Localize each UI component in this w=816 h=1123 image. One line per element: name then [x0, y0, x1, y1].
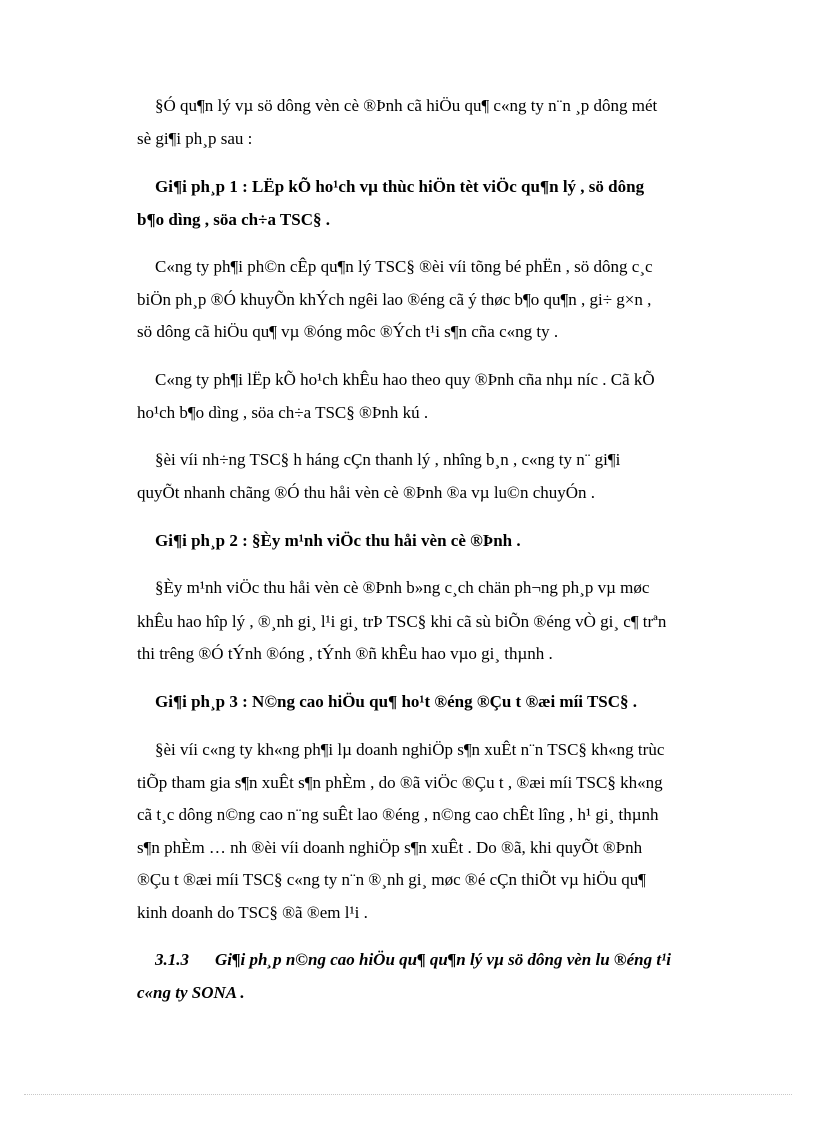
solution-1-title-line-2: b¶o dìng , söa ch÷a TSC§ .	[137, 210, 330, 229]
paragraph-9-line-4: s¶n phÈm … nh ®èi víi doanh nghiÖp s¶n xuÊt . Do ®ã, khi quyÕt ®Þnh	[137, 838, 643, 857]
paragraph-9-line-3: cã t¸c dông n©ng cao n¨ng suÊt lao ®éng , n©ng cao chÊt lîng , h¹ gi¸ thµnh	[137, 805, 659, 824]
paragraph-3-line-3: sö dông cã hiÖu qu¶ vµ ®óng môc ®Ých t¹i s¶n cña c«ng ty .	[137, 322, 559, 341]
paragraph-5-line-1: §èi víi nh÷ng TSC§ h háng cÇn thanh lý , nhîng b¸n , c«ng ty n¨ gi¶i	[155, 450, 621, 469]
paragraph-7-line-3: thi trêng ®Ó tÝnh ®óng , tÝnh ®ñ khÊu hao vµo gi¸ thµnh .	[137, 644, 553, 663]
solution-2-title: Gi¶i ph¸p 2 : §Èy m¹nh viÖc thu håi vèn cè ®Þnh .	[155, 531, 521, 550]
section-title-line-1: Gi¶i ph¸p n©ng cao hiÖu qu¶ qu¶n lý vµ sö dông vèn lu ®éng t¹i	[215, 950, 671, 969]
paragraph-3-line-2: biÖn ph¸p ®Ó khuyÕn khÝch ngêi lao ®éng cã ý thøc b¶o qu¶n , gi÷ g×n ,	[137, 290, 652, 309]
paragraph-7-line-2: khÊu hao hîp lý , ®¸nh gi¸ l¹i gi¸ trÞ TSC§ khi cã sù biÕn ®éng vÒ gi¸ c¶ trªn	[137, 612, 667, 631]
paragraph-4-line-1: C«ng ty ph¶i lËp kÕ ho¹ch khÊu hao theo quy ®Þnh cña nhµ níc . Cã kÕ	[155, 370, 655, 389]
paragraph-1-line-2: sè gi¶i ph¸p sau :	[137, 129, 253, 148]
section-number: 3.1.3	[155, 950, 189, 969]
paragraph-5-line-2: quyÕt nhanh chãng ®Ó thu håi vèn cè ®Þnh ®a vµ lu©n chuyÓn .	[137, 483, 596, 502]
solution-1-title-line-1: Gi¶i ph¸p 1 : LËp kÕ ho¹ch vµ thùc hiÖn tèt viÖc qu¶n lý , sö dông	[155, 177, 645, 196]
paragraph-7-line-1: §Èy m¹nh viÖc thu håi vèn cè ®Þnh b»ng c¸ch chän ph¬ng ph¸p vµ møc	[155, 578, 650, 597]
paragraph-9-line-6: kinh doanh do TSC§ ®ã ®em l¹i .	[137, 903, 368, 922]
paragraph-3-line-1: C«ng ty ph¶i ph©n cÊp qu¶n lý TSC§ ®èi víi tõng bé phËn , sö dông c¸c	[155, 257, 653, 276]
paragraph-4-line-2: ho¹ch b¶o dìng , söa ch÷a TSC§ ®Þnh kú .	[137, 403, 429, 422]
paragraph-9-line-2: tiÕp tham gia s¶n xuÊt s¶n phÈm , do ®ã viÖc ®Çu t , ®æi míi TSC§ kh«ng	[137, 773, 663, 792]
solution-3-title: Gi¶i ph¸p 3 : N©ng cao hiÖu qu¶ ho¹t ®éng ®Çu t ®æi míi TSC§ .	[155, 692, 638, 711]
paragraph-9-line-5: ®Çu t ®æi míi TSC§ c«ng ty n¨n ®¸nh gi¸ møc ®é cÇn thiÕt vµ hiÖu qu¶	[137, 870, 646, 889]
section-title-line-2: c«ng ty SONA .	[137, 983, 245, 1002]
paragraph-9-line-1: §èi víi c«ng ty kh«ng ph¶i lµ doanh nghiÖp s¶n xuÊt n¨n TSC§ kh«ng trùc	[155, 740, 665, 759]
paragraph-1-line-1: §Ó qu¶n lý vµ sö dông vèn cè ®Þnh cã hiÖu qu¶ c«ng ty n¨n ¸p dông mét	[155, 96, 658, 115]
page-bottom-divider	[24, 1094, 792, 1095]
